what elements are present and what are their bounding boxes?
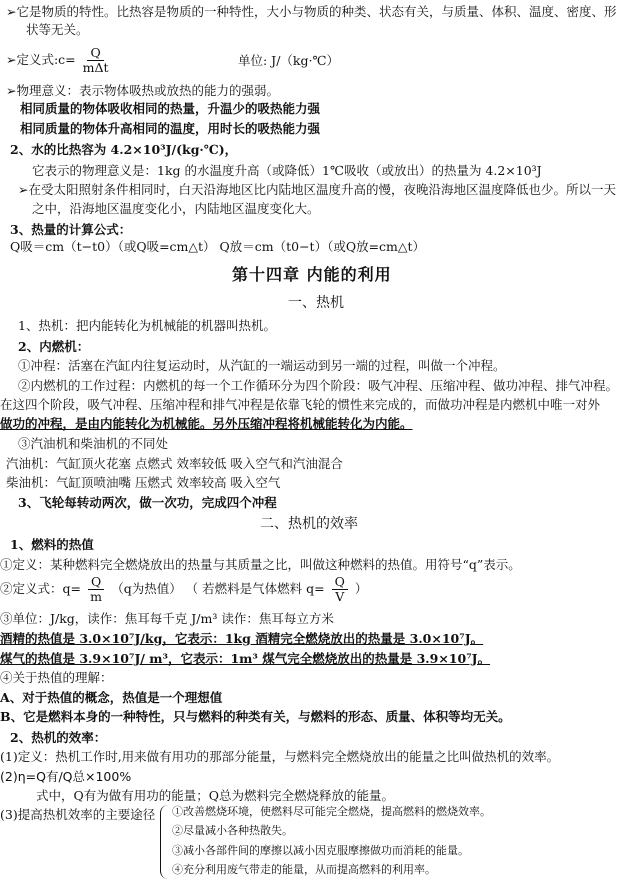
text-line: 1、热机：把内能转化为机械能的机器叫热机。 [18,318,276,333]
text-line: ➢它是物质的特性。比热容是物质的一种特性，大小与物质的种类、状态有关，与质量、体积、温度、密度、形 [6,4,617,19]
section-heading: 2、热机的效率： [10,730,107,745]
brace [160,805,171,879]
definition-formula: ②定义式：q= $\frac{Q}{m}$ （q为热值） （ 若燃料是气体燃料 q= $\frac{Q}{V}$ ） [0,574,368,604]
fraction: $\frac{Q}{V}$ [332,575,348,604]
text-line: 在这四个阶段，吸气冲程、压缩冲程和排气冲程是依靠飞轮的惯性来完成的，而做功冲程是内燃机中唯一对外 [0,397,601,412]
bold-statement: 相同质量的物体吸收相同的热量，升温少的吸热能力强 [20,101,321,116]
unit-text: 单位: J/（kg·℃） [238,53,339,68]
bold-statement: 酒精的热值是 3.0×10⁷J/kg，它表示：1kg 酒精完全燃烧放出的热量是 3.0×10⁷J。 [0,631,484,646]
text-line: 它表示的物理意义是：1kg 的水温度升高（或降低）1℃吸收（或放出）的热量为 4.2×10³J [32,163,542,178]
text-line: ②内燃机的工作过程：内燃机的每一个工作循环分为四个阶段：吸气冲程、压缩冲程、做功冲程、排气冲程。 [18,378,619,393]
section-heading: 2、水的比热容为 4.2×10³J/(kg·℃)， [10,142,238,157]
section-heading: 3、热量的计算公式： [10,222,132,237]
text-line: ③汽油机和柴油机的不同处 [18,436,169,451]
text-line: 之中，沿海地区温度变化小，内陆地区温度变化大。 [32,201,320,216]
bold-statement: B、它是燃料本身的一种特性，只与燃料的种类有关，与燃料的形态、质量、体积等均无关。 [0,709,511,724]
bold-statement: 相同质量的物体升高相同的温度，用时长的吸热能力强 [20,121,321,136]
comparison-row: 柴油机：气缸顶喷油嘴 压燃式 效率较高 吸入空气 [6,475,281,490]
text-line: (1)定义：热机工作时,用来做有用功的那部分能量，与燃料完全燃烧放出的能量之比叫做热机的效率。 [0,749,560,764]
text-line: ➢在受太阳照射条件相同时，白天沿海地区比内陆地区温度升高的慢，夜晚沿海地区温度降低也少。所以一天 [18,182,616,197]
fraction: $\frac{Q}{\text{mΔt}}$ [82,45,109,75]
section-title: 二、热机的效率 [260,516,358,532]
text-line: ③单位：J/kg，读作：焦耳每千克 J/m³ 读作：焦耳每立方米 [0,611,334,626]
section-heading: 3、飞轮每转动两次，做一次功，完成四个冲程 [18,495,277,510]
chapter-title: 第十四章 内能的利用 [232,265,392,284]
bold-statement: 煤气的热值是 3.9×10⁷J/ m³，它表示：1m³ 煤气完全燃烧放出的热量是 3.9×10⁷J。 [0,651,491,666]
text-line: ①冲程：活塞在汽缸内往复运动时，从汽缸的一端运动到另一端的过程，叫做一个冲程。 [18,358,506,373]
list-item: ④充分利用废气带走的能量，从而提高燃料的利用率。 [172,863,436,876]
text-line: 状等无关。 [26,22,89,37]
bold-statement: A、对于热值的概念，热值是一个理想值 [0,690,223,705]
text-line: ④关于热值的理解： [0,670,113,685]
section-title: 一、热机 [288,295,344,311]
formula-line: Q吸＝cm（t−t0）（或Q吸=cm△t） Q放＝cm（t0−t）（或Q放=cm△t） [10,239,426,254]
list-item: ③减小各部件间的摩擦以减小因克服摩擦做功而消耗的能量。 [172,844,469,857]
definition-formula: ➢定义式:c= $\frac{Q}{\text{mΔt}}$ [6,45,109,75]
bold-statement: 做功的冲程，是由内能转化为机械能。另外压缩冲程将机械能转化为内能。 [0,416,413,431]
text-line: ①定义：某种燃料完全燃烧放出的热量与其质量之比，叫做这种燃料的热值。用符号“q”表示。 [0,557,521,572]
comparison-row: 汽油机：气缸顶火花塞 点燃式 效率较低 吸入空气和汽油混合 [6,456,343,471]
text-line: ➢物理意义：表示物体吸热或放热的能力的强弱。 [6,83,279,98]
list-item: ②尽量减小各种热散失。 [172,824,293,837]
list-item: ①改善燃烧环境，使燃料尽可能完全燃烧，提高燃料的燃烧效率。 [172,805,491,818]
fraction: $\frac{Q}{m}$ [88,575,104,604]
section-heading: 1、燃料的热值 [10,537,94,552]
formula-line: (2)η=Q有/Q总×100% [0,769,132,784]
section-heading: 2、内燃机： [18,339,90,354]
text-line: 式中，Q有为做有用功的能量；Q总为燃料完全燃烧释放的能量。 [36,788,394,803]
text-line: (3)提高热机效率的主要途径 [0,807,156,822]
